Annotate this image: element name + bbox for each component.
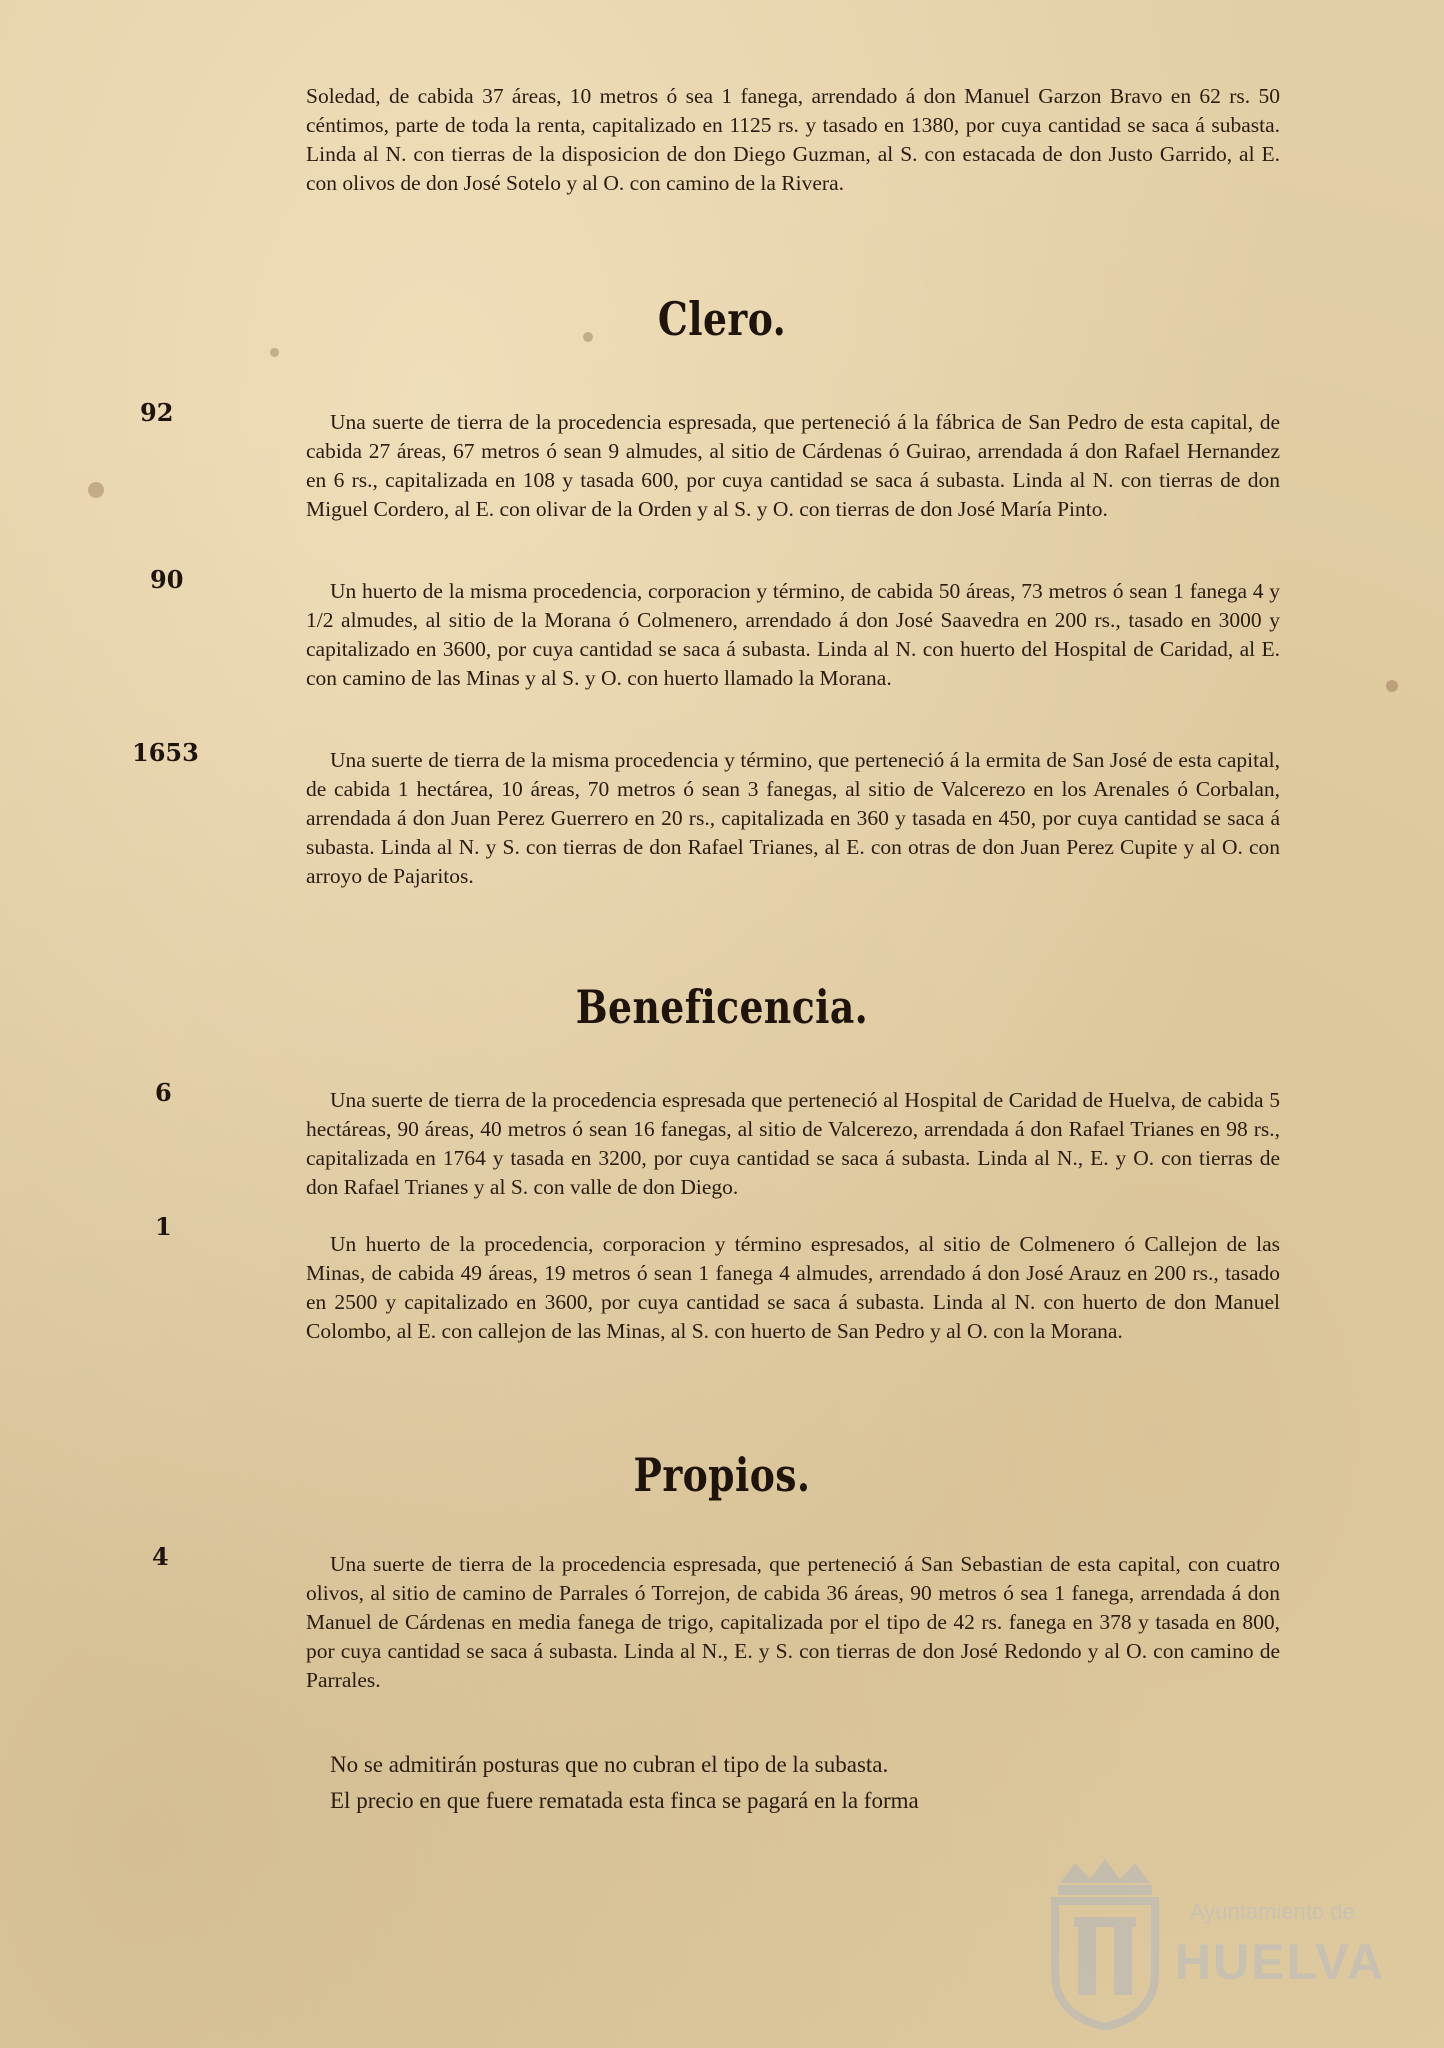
- ink-stain: [270, 348, 279, 357]
- entry-number: 92: [140, 398, 174, 427]
- crown-shield-icon: [1030, 1855, 1180, 2030]
- entry-number: 90: [150, 565, 184, 594]
- section-heading-clero: Clero.: [657, 292, 787, 346]
- entry-text: Una suerte de tierra de la procedencia espresada, que perteneció á la fábrica de San Pedro de esta capital, de cabida 27 áreas, 67 metros ó sean 9 almudes, al sitio de Cárdenas ó Guirao, arrendada á don Rafael Hernandez en 6 rs., capitalizada en 108 y tasada 600, por cuya cantidad se saca á subasta. Linda al N. con tierras de don Miguel Cordero, al E. con olivar de la Orden y al S. y O. con tierras de don José María Pinto.: [306, 410, 1280, 521]
- entry-number: 1653: [132, 738, 199, 767]
- entry-number: 6: [155, 1078, 172, 1107]
- intro-paragraph: Soledad, de cabida 37 áreas, 10 metros ó sea 1 fanega, arrendado á don Manuel Garzon Bravo en 62 rs. 50 céntimos, parte de toda la renta, capitalizado en 1125 rs. y tasado en 1380, por cuya cantidad se saca á subasta. Linda al N. con tierras de la disposicion de don Diego Guzman, al S. con estacada de don Justo Garrido, al E. con olivos de don José Sotelo y al O. con camino de la Rivera.: [306, 84, 1280, 195]
- section-heading-propios: Propios.: [633, 1448, 811, 1502]
- ink-stain: [1386, 680, 1398, 692]
- entry-text: Una suerte de tierra de la procedencia espresada, que perteneció á San Sebastian de esta capital, con cuatro olivos, al sitio de camino de Parrales ó Torrejon, de cabida 36 áreas, 90 metros ó sea 1 fanega, arrendada á don Manuel de Cárdenas en media fanega de trigo, capitalizada por el tipo de 42 rs. fanega en 378 y tasada en 800, por cuya cantidad se saca á subasta. Linda al N., E. y S. con tierras de don José Redondo y al O. con camino de Parrales.: [306, 1552, 1280, 1692]
- entry-text: Un huerto de la misma procedencia, corporacion y término, de cabida 50 áreas, 73 metros ó sean 1 fanega 4 y 1/2 almudes, al sitio de la Morana ó Colmenero, arrendado á don José Saavedra en 200 rs., tasado en 3000 y capitalizado en 3600, por cuya cantidad se saca á subasta. Linda al N. con huerto del Hospital de Caridad, al E. con camino de las Minas y al S. y O. con huerto llamado la Morana.: [306, 579, 1280, 690]
- closing-line: No se admitirán posturas que no cubran el tipo de la subasta.: [330, 1752, 889, 1777]
- entry-text: Una suerte de tierra de la procedencia espresada que perteneció al Hospital de Caridad de Huelva, de cabida 5 hectáreas, 90 áreas, 40 metros ó sean 16 fanegas, al sitio de Valcerezo, arrendada á don Rafael Trianes en 98 rs., capitalizada en 1764 y tasada en 3200, por cuya cantidad se saca á subasta. Linda al N., E. y O. con tierras de don Rafael Trianes y al S. con valle de don Diego.: [306, 1088, 1280, 1199]
- ink-stain: [88, 482, 104, 498]
- watermark-org: Ayuntamiento de: [1190, 1899, 1355, 1924]
- watermark-city: HUELVA: [1175, 1934, 1386, 1990]
- section-heading-beneficencia: Beneficencia.: [575, 980, 869, 1034]
- entry-number: 4: [152, 1542, 169, 1571]
- closing-line: El precio en que fuere rematada esta finca se pagará en la forma: [330, 1788, 919, 1813]
- entry-number: 1: [155, 1212, 172, 1241]
- huelva-watermark: [1030, 1855, 1386, 2030]
- entry-text: Una suerte de tierra de la misma procedencia y término, que perteneció á la ermita de San José de esta capital, de cabida 1 hectárea, 10 áreas, 70 metros ó sean 3 fanegas, al sitio de Valcerezo en los Arenales ó Corbalan, arrendada á don Juan Perez Guerrero en 20 rs., capitalizada en 360 y tasada en 450, por cuya cantidad se saca á subasta. Linda al N. y S. con tierras de don Rafael Trianes, al E. con otras de don Juan Perez Cupite y al O. con arroyo de Pajaritos.: [306, 748, 1280, 888]
- entry-text: Un huerto de la procedencia, corporacion y término espresados, al sitio de Colmenero ó Callejon de las Minas, de cabida 49 áreas, 19 metros ó sean 1 fanega 4 almudes, arrendado á don José Arauz en 200 rs., tasado en 2500 y capitalizado en 3600, por cuya cantidad se saca á subasta. Linda al N. con huerto de don Manuel Colombo, al E. con callejon de las Minas, al S. con huerto de San Pedro y al O. con la Morana.: [306, 1232, 1280, 1343]
